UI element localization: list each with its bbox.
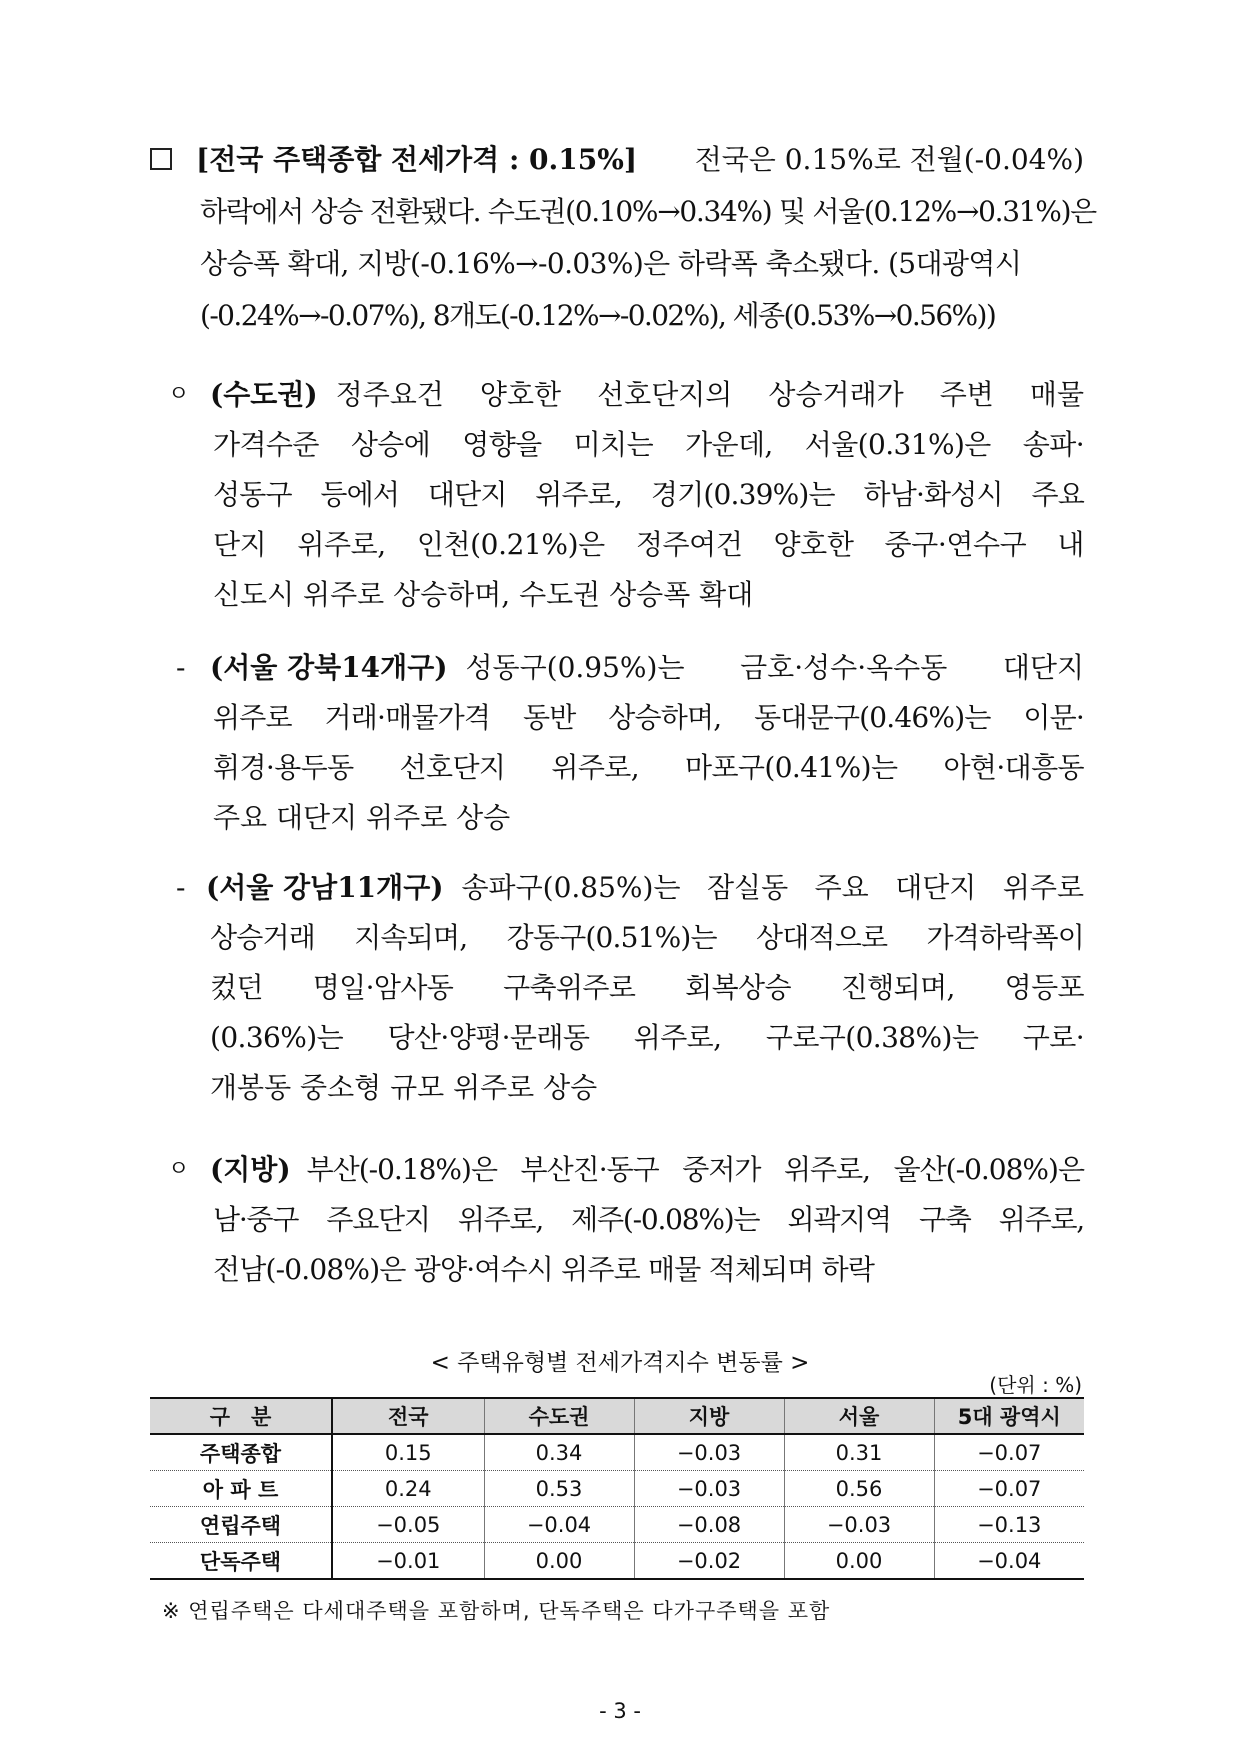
table-cell: −0.07 bbox=[934, 1434, 1084, 1471]
row-header: 주택종합 bbox=[150, 1434, 332, 1471]
gangbuk-label: (서울 강북14개구) bbox=[210, 651, 448, 684]
table-cell: −0.03 bbox=[784, 1507, 934, 1543]
summary-line-4: (-0.24%→-0.07%), 8개도(-0.12%→-0.02%), 세종(0.53%→0.56%)) bbox=[200, 299, 996, 332]
summary-line-2: 하락에서 상승 전환됐다. 수도권(0.10%→0.34%) 및 서울(0.12%→0.31%)은 bbox=[200, 195, 1096, 228]
summary-line-3: 상승폭 확대, 지방(-0.16%→-0.03%)은 하락폭 축소됐다. (5대광역시 bbox=[200, 247, 1022, 280]
table-cell: −0.05 bbox=[332, 1507, 484, 1543]
dash-bullet: - bbox=[176, 651, 186, 684]
table-footnote: ※ 연립주택은 다세대주택을 포함하며, 단독주택은 다가구주택을 포함 bbox=[162, 1599, 831, 1623]
table-cell: −0.07 bbox=[934, 1471, 1084, 1507]
column-header: 전국 bbox=[332, 1398, 484, 1434]
gangnam-line-4: (0.36%)는 당산·양평·문래동 위주로, 구로구(0.38%)는 구로· bbox=[210, 1021, 1084, 1054]
capital-line-5: 신도시 위주로 상승하며, 수도권 상승폭 확대 bbox=[213, 578, 754, 611]
table-cell: 0.53 bbox=[484, 1471, 634, 1507]
dash-bullet: - bbox=[176, 871, 186, 904]
table-cell: 0.15 bbox=[332, 1434, 484, 1471]
row-header: 단독주택 bbox=[150, 1543, 332, 1580]
local-line-1-text: 부산(-0.18%)은 부산진·동구 중저가 위주로, 울산(-0.08%)은 bbox=[306, 1153, 1084, 1186]
table-cell: −0.04 bbox=[484, 1507, 634, 1543]
table-cell: −0.04 bbox=[934, 1543, 1084, 1580]
summary-line-1-text: 전국은 0.15%로 전월(-0.04%) bbox=[694, 143, 1084, 176]
gangbuk-line-1-text: 성동구(0.95%)는 금호·성수·옥수동 대단지 bbox=[465, 651, 1084, 684]
table-row bbox=[150, 1543, 1084, 1580]
summary-line-1 bbox=[196, 140, 1084, 180]
gangbuk-line-1 bbox=[210, 648, 1084, 688]
local-line-2: 남·중구 주요단지 위주로, 제주(-0.08%)는 외곽지역 구축 위주로, bbox=[213, 1203, 1084, 1236]
column-header: 지방 bbox=[634, 1398, 784, 1434]
row-header: 연립주택 bbox=[150, 1507, 332, 1543]
jeonse-change-table bbox=[150, 1397, 1084, 1580]
table-caption: < 주택유형별 전세가격지수 변동률 > bbox=[430, 1350, 810, 1376]
column-header: 구 분 bbox=[150, 1398, 332, 1434]
table-cell: −0.03 bbox=[634, 1434, 784, 1471]
table-cell: −0.03 bbox=[634, 1471, 784, 1507]
table-cell: 0.31 bbox=[784, 1434, 934, 1471]
gangnam-line-1-text: 송파구(0.85%)는 잠실동 주요 대단지 위주로 bbox=[461, 871, 1084, 904]
table-cell: −0.01 bbox=[332, 1543, 484, 1580]
capital-line-1-text: 정주요건 양호한 선호단지의 상승거래가 주변 매물 bbox=[335, 378, 1084, 411]
checkbox-square-icon bbox=[150, 148, 172, 170]
table-row bbox=[150, 1471, 1084, 1507]
gangbuk-line-3: 휘경·용두동 선호단지 위주로, 마포구(0.41%)는 아현·대흥동 bbox=[213, 751, 1084, 784]
gangnam-label: (서울 강남11개구) bbox=[206, 871, 444, 904]
table-row bbox=[150, 1507, 1084, 1543]
row-header: 아 파 트 bbox=[150, 1471, 332, 1507]
table-cell: 0.00 bbox=[784, 1543, 934, 1580]
gangnam-line-2: 상승거래 지속되며, 강동구(0.51%)는 상대적으로 가격하락폭이 bbox=[210, 921, 1084, 954]
table-cell: 0.24 bbox=[332, 1471, 484, 1507]
gangnam-line-5: 개봉동 중소형 규모 위주로 상승 bbox=[210, 1071, 598, 1104]
table-cell: −0.08 bbox=[634, 1507, 784, 1543]
gangbuk-line-4: 주요 대단지 위주로 상승 bbox=[213, 801, 511, 834]
column-header: 수도권 bbox=[484, 1398, 634, 1434]
gangnam-line-1 bbox=[206, 868, 1084, 908]
table-cell: −0.13 bbox=[934, 1507, 1084, 1543]
capital-line-3: 성동구 등에서 대단지 위주로, 경기(0.39%)는 하남·화성시 주요 bbox=[213, 478, 1084, 511]
table-cell: 0.34 bbox=[484, 1434, 634, 1471]
circle-bullet-icon: ㅇ bbox=[168, 1157, 190, 1182]
column-header: 서울 bbox=[784, 1398, 934, 1434]
table-header-row bbox=[150, 1398, 1084, 1434]
table-cell: 0.00 bbox=[484, 1543, 634, 1580]
capital-line-4: 단지 위주로, 인천(0.21%)은 정주여건 양호한 중구·연수구 내 bbox=[213, 528, 1084, 561]
table-cell: −0.02 bbox=[634, 1543, 784, 1580]
capital-line-2: 가격수준 상승에 영향을 미치는 가운데, 서울(0.31%)은 송파· bbox=[213, 428, 1084, 461]
capital-line-1 bbox=[210, 375, 1084, 415]
capital-label: (수도권) bbox=[210, 378, 318, 411]
table-cell: 0.56 bbox=[784, 1471, 934, 1507]
table-unit: (단위 : %) bbox=[989, 1373, 1082, 1397]
local-label: (지방) bbox=[210, 1153, 291, 1186]
page-number: - 3 - bbox=[599, 1699, 641, 1723]
circle-bullet-icon: ㅇ bbox=[168, 382, 190, 407]
table-row bbox=[150, 1434, 1084, 1471]
local-line-3: 전남(-0.08%)은 광양·여수시 위주로 매물 적체되며 하락 bbox=[213, 1253, 875, 1286]
column-header: 5대 광역시 bbox=[934, 1398, 1084, 1434]
gangbuk-line-2: 위주로 거래·매물가격 동반 상승하며, 동대문구(0.46%)는 이문· bbox=[213, 701, 1084, 734]
summary-heading: [전국 주택종합 전세가격 : 0.15%] bbox=[196, 143, 638, 176]
local-line-1 bbox=[210, 1150, 1084, 1190]
gangnam-line-3: 컸던 명일·암사동 구축위주로 회복상승 진행되며, 영등포 bbox=[210, 971, 1084, 1004]
